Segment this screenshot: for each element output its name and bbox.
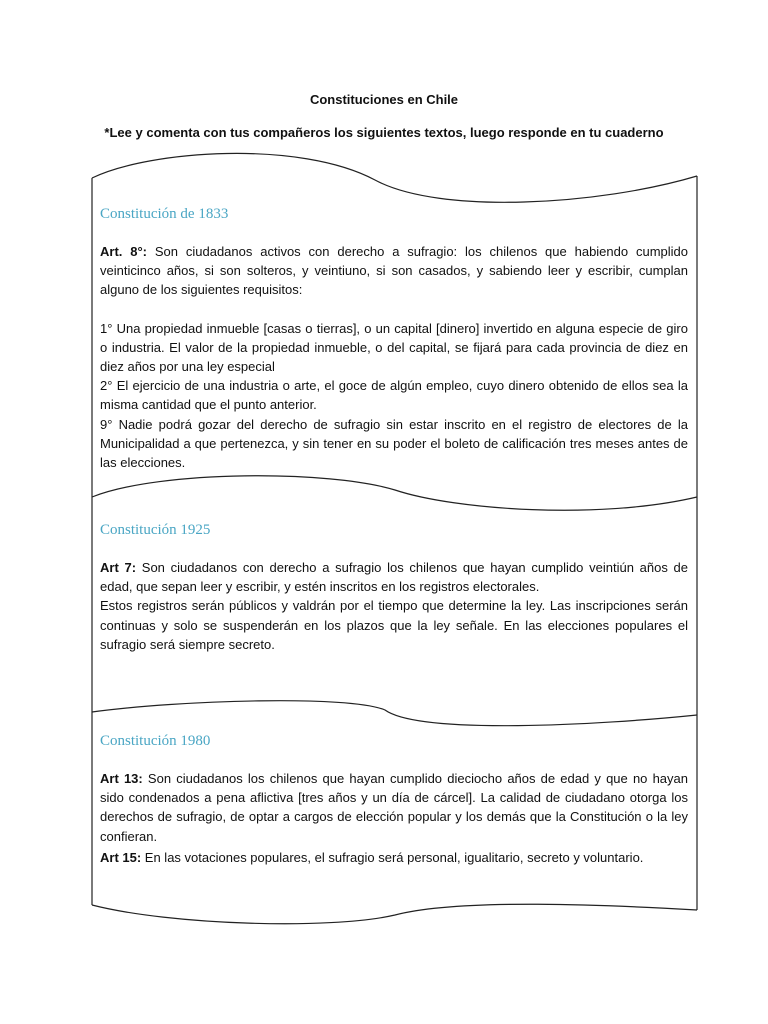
article-paragraph <box>100 242 688 300</box>
section-heading: Constitución de 1833 <box>100 206 229 222</box>
wavy-border-top <box>92 153 697 202</box>
article-label: Art. 8°: <box>100 244 148 259</box>
section-heading: Constitución 1925 <box>100 522 211 538</box>
article-text: En las votaciones populares, el sufragio será personal, igualitario, secreto y voluntario. <box>141 849 644 865</box>
requirement-text: 9° Nadie podrá gozar del derecho de sufragio sin estar inscrito en el registro de electores de la Municipalidad a que pertenezca, y sin tener en su poder el boleto de calificación tres meses antes de las elecciones. <box>100 416 688 471</box>
article-label: Art 7: <box>100 560 137 575</box>
article-label: Art 15: <box>100 849 142 865</box>
section-1833 <box>100 206 688 472</box>
section-1980 <box>100 733 688 867</box>
article-paragraph <box>100 769 688 846</box>
article-label: Art 13: <box>100 771 143 786</box>
article-text: Son ciudadanos activos con derecho a sufragio: los chilenos que habiendo cumplido veinticinco años, si son solteros, y veintiuno, si son casados, y sabiendo leer y escribir, cumplan alguno de los siguientes requisitos: <box>100 244 688 298</box>
wavy-divider-1 <box>92 476 697 510</box>
requirement-text: 2° El ejercicio de una industria o arte, el goce de algún empleo, cuyo dinero obtenido de ellos sea la misma cantidad que el punto anterior. <box>100 378 688 413</box>
requirement-paragraph <box>100 376 688 414</box>
article-paragraph <box>100 596 688 654</box>
requirement-paragraph <box>100 415 688 473</box>
section-heading: Constitución 1980 <box>100 733 211 749</box>
instruction-text: *Lee y comenta con tus compañeros los siguientes textos, luego responde en tu cuaderno <box>104 125 664 140</box>
requirement-paragraph <box>100 319 688 377</box>
wavy-divider-2 <box>92 701 697 726</box>
article-text: Son ciudadanos los chilenos que hayan cumplido dieciocho años de edad y que no hayan sido condenados a pena aflictiva [tres años y un día de cárcel]. La calidad de ciudadano otorga los derechos de sufragio, de optar a cargos de elección popular y los demás que la Constitución o la ley confieran. <box>100 771 688 844</box>
article-text: Son ciudadanos con derecho a sufragio los chilenos que hayan cumplido veintiún años de edad, que sepan leer y escribir, y estén inscritos en los registros electorales. <box>100 560 688 595</box>
wavy-border-bottom <box>92 904 697 923</box>
article-paragraph <box>100 848 688 867</box>
section-1925 <box>100 522 688 654</box>
article-paragraph <box>100 558 688 596</box>
page-title: Constituciones en Chile <box>309 92 459 107</box>
requirement-text: 1° Una propiedad inmueble [casas o tierras], o un capital [dinero] invertido en alguna especie de giro o industria. El valor de la propiedad inmueble, o del capital, se fijará para cada provincia de diez en diez años por una ley especial <box>100 320 688 375</box>
article-text: Estos registros serán públicos y valdrán por el tiempo que determine la ley. Las inscripciones serán continuas y solo se suspenderán en los plazos que la ley señale. En las elecciones populares el sufragio será siempre secreto. <box>100 598 688 652</box>
